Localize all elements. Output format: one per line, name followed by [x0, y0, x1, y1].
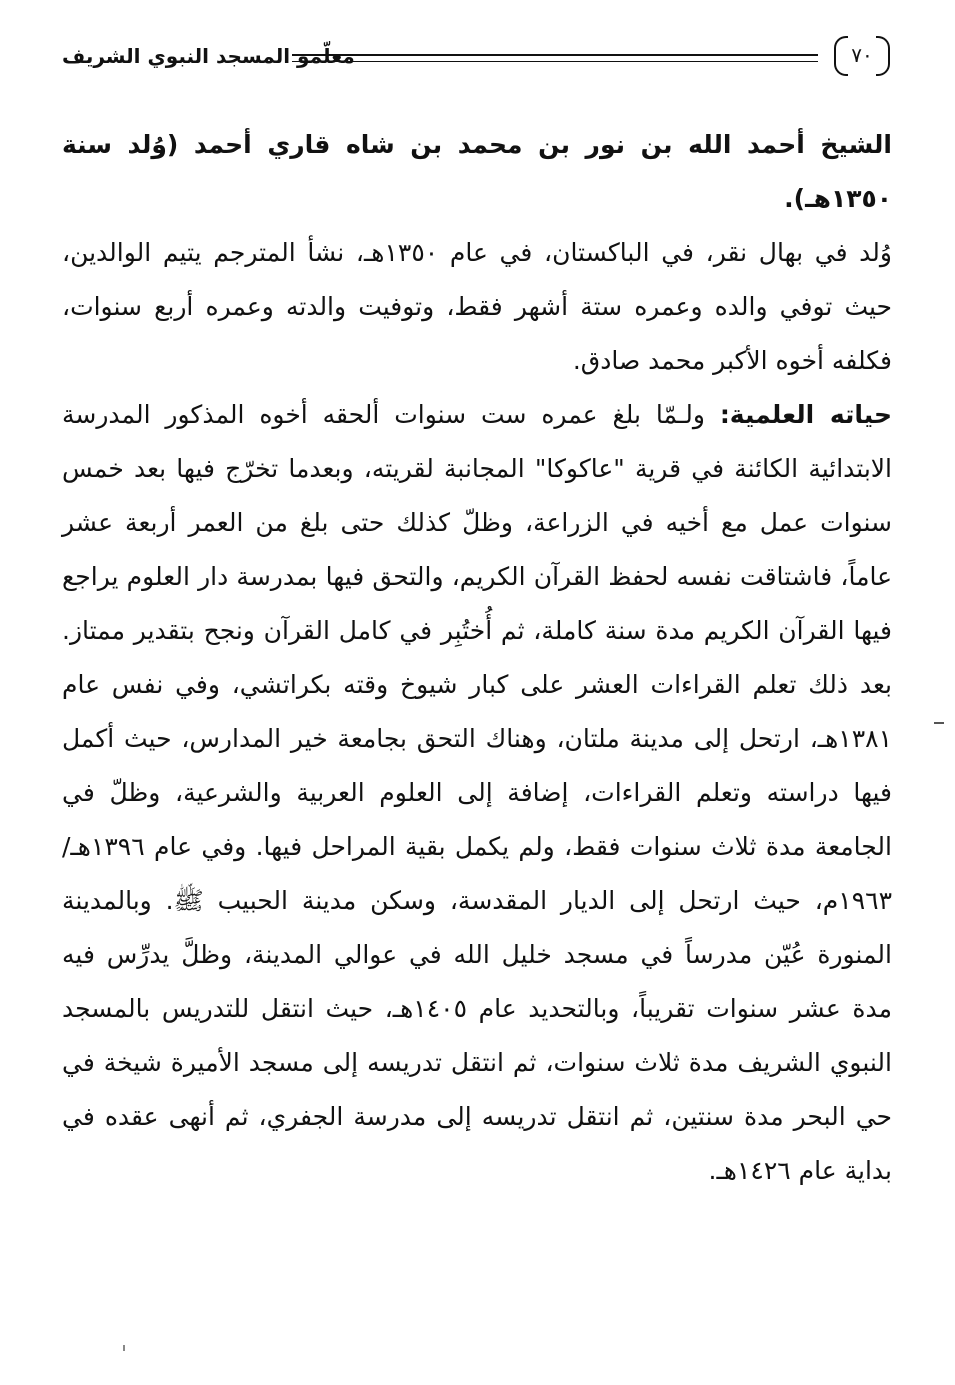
scan-speck: [123, 1345, 125, 1351]
birth-paragraph: وُلد في بهال نقر، في الباكستان، في عام ١٣٥٠هـ، نشأ المترجم يتيم الوالدين، حيث توفي والده وعمره ستة أشهر فقط، وتوفيت والدته وعمره أربع سنوات، فكلفه أخوه الأكبر محمد صادق.: [62, 238, 892, 375]
body-text: [62, 118, 892, 1198]
entry-heading: الشيخ أحمد الله بن نور بن محمد بن شاه قاري أحمد (وُلد سنة ١٣٥٠هـ).: [62, 130, 892, 213]
margin-mark: [934, 722, 944, 724]
page-number: ٧٠: [851, 43, 873, 67]
page-number-frame: [834, 36, 890, 74]
page-header: [62, 30, 898, 90]
running-title: معلّمو المسجد النبوي الشريف: [62, 44, 355, 68]
header-double-rule: [292, 54, 818, 62]
life-section-text: ولـمّا بلغ عمره ست سنوات ألحقه أخوه المذكور المدرسة الابتدائية الكائنة في قرية "عاكوكا" المجانبة لقريته، وبعدما تخرّج فيها بعد خمس سنوات عمل مع أخيه في الزراعة، وظلّ كذلك حتى بلغ من العمر أربعة عشر عاماً، فاشتاقت نفسه لحفظ القرآن الكريم، والتحق فيها بمدرسة دار العلوم يراجع فيها القرآن الكريم مدة سنة كاملة، ثم أُختُبِر في كامل القرآن ونجح بتقدير ممتاز. بعد ذلك تعلم القراءات العشر على كبار شيوخ وقته بكراتشي، وفي نفس عام ١٣٨١هـ، ارتحل إلى مدينة ملتان، وهناك التحق بجامعة خير المدارس، حيث أكمل فيها دراسته وتعلم القراءات، إضافة إلى العلوم العربية والشرعية، وظلّ في الجامعة مدة ثلاث سنوات فقط، ولم يكمل بقية المراحل فيها. وفي عام ١٣٩٦هـ/ ١٩٦٣م، حيث ارتحل إلى الديار المقدسة، وسكن مدينة الحبيب ﷺ. وبالمدينة المنورة عُيّن مدرساً في مسجد خليل الله في عوالي المدينة، وظلَّ يدرِّس فيه مدة عشر سنوات تقريباً، وبالتحديد عام ١٤٠٥هـ، حيث انتقل للتدريس بالمسجد النبوي الشريف مدة ثلاث سنوات، ثم انتقل تدريسه إلى مسجد الأميرة شيخة في حي البحر مدة سنتين، ثم انتقل تدريسه إلى مدرسة الجفري، ثم أنهى عقده في بداية عام ١٤٢٦هـ.: [62, 400, 892, 1185]
life-paragraph: [62, 388, 892, 1198]
life-section-label: حياته العلمية:: [719, 400, 892, 429]
